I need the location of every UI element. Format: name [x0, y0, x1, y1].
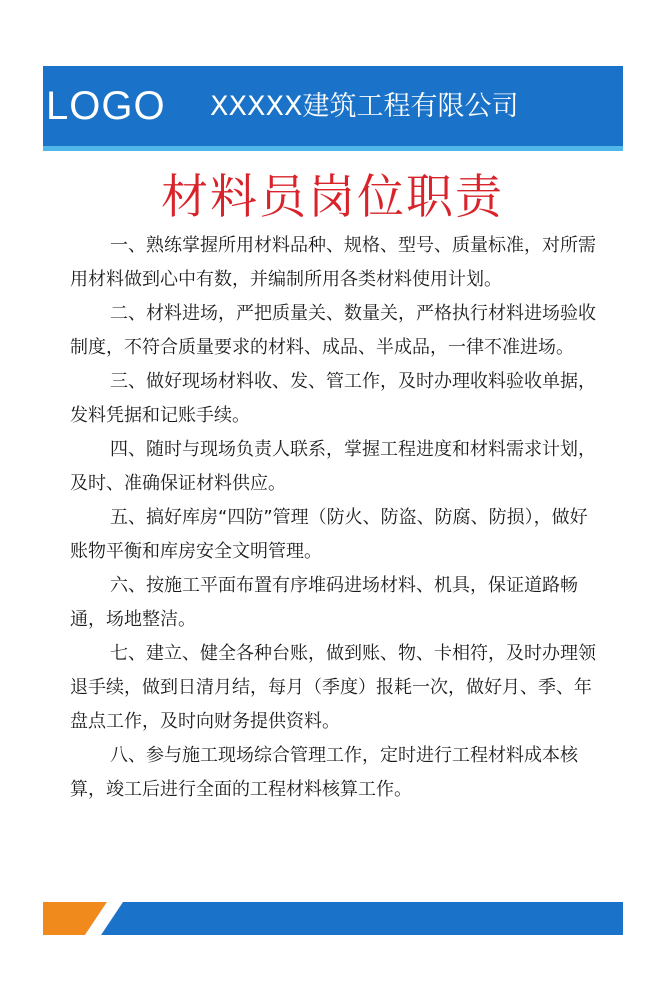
company-name: XXXXX建筑工程有限公司: [210, 91, 519, 122]
duty-item-7: 七、建立、健全各种台账，做到账、物、卡相符，及时办理领退手续，做到日清月结，每月（季度）报耗一次，做好月、季、年盘点工作，及时向财务提供资料。: [70, 643, 596, 732]
duty-item-3: 三、做好现场材料收、发、管工作，及时办理收料验收单据，发料凭据和记账手续。: [70, 371, 596, 426]
footer-main: [101, 902, 623, 935]
duty-item-6: 六、按施工平面布置有序堆码进场材料、机具，保证道路畅通，场地整洁。: [70, 575, 578, 630]
header-stripe: [43, 146, 623, 151]
duty-item-8: 八、参与施工现场综合管理工作，定时进行工程材料成本核算，竣工后进行全面的工程材料核算工作。: [70, 745, 578, 800]
duty-item-4: 四、随时与现场负责人联系，掌握工程进度和材料需求计划，及时、准确保证材料供应。: [70, 439, 596, 494]
duty-item-2: 二、材料进场，严把质量关、数量关，严格执行材料进场验收制度，不符合质量要求的材料、成品、半成品，一律不准进场。: [70, 303, 596, 358]
footer-graphic: [43, 902, 623, 935]
duty-item-5: 五、搞好库房“四防”管理（防火、防盗、防腐、防损），做好账物平衡和库房安全文明管理。: [70, 507, 588, 562]
page-title: 材料员岗位职责: [161, 170, 504, 225]
duty-item-1: 一、熟练掌握所用材料品种、规格、型号、质量标准，对所需用材料做到心中有数，并编制所用各类材料使用计划。: [70, 235, 596, 290]
duties-list: [70, 229, 602, 807]
logo: LOGO: [46, 84, 166, 128]
footer-bar: [43, 902, 623, 935]
